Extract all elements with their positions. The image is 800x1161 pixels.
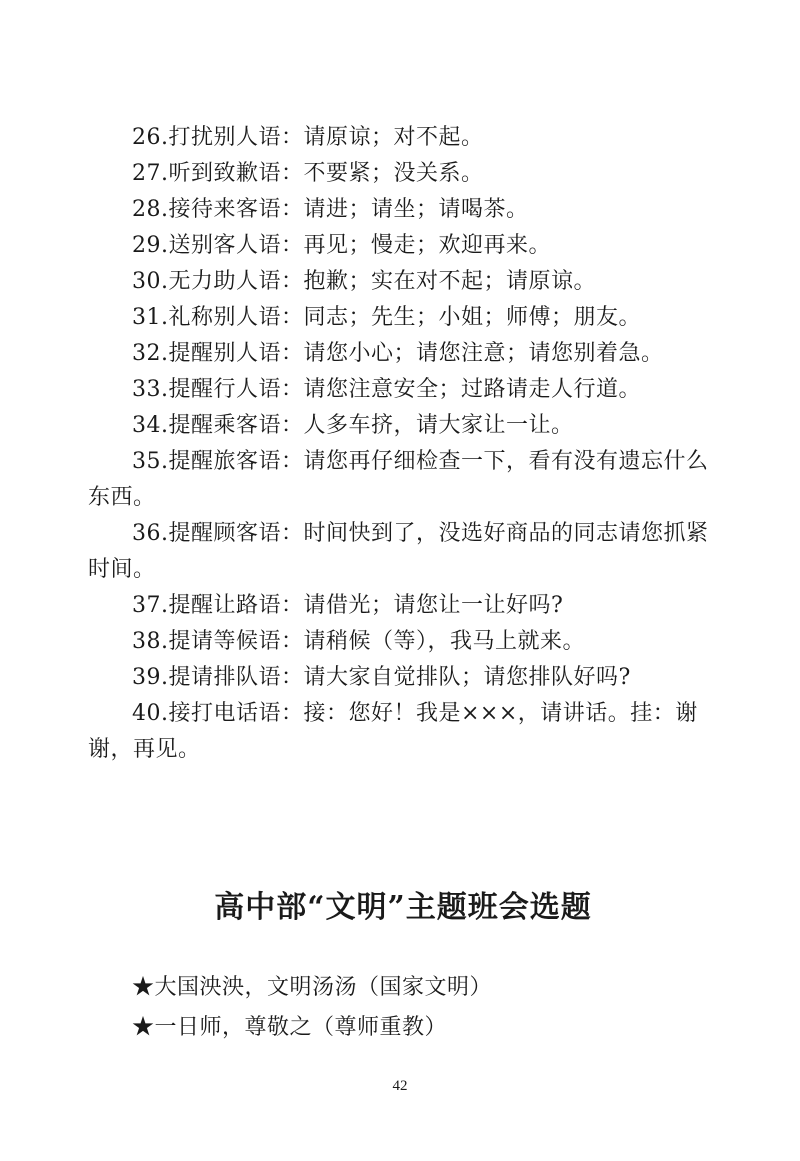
list-item: 33.提醒行人语：请您注意安全；过路请走人行道。 [132, 377, 641, 402]
list-item: 36.提醒顾客语：时间快到了，没选好商品的同志请您抓紧时间。 [88, 521, 709, 582]
topic-list [88, 968, 718, 1048]
list-item: 38.提请等候语：请稍候（等），我马上就来。 [132, 629, 585, 654]
list-item: 28.接待来客语：请进；请坐；请喝茶。 [132, 197, 529, 222]
section-title: 高中部“文明”主题班会选题 [214, 890, 592, 925]
list-item: 39.提请排队语：请大家自觉排队；请您排队好吗? [132, 665, 631, 690]
list-item: 40.接打电话语：接：您好！我是×××，请讲话。挂：谢谢，再见。 [88, 701, 698, 762]
topic-item: ★一日师，尊敬之（尊师重教） [132, 1015, 448, 1040]
list-item: 26.打扰别人语：请原谅；对不起。 [132, 125, 484, 150]
list-item: 30.无力助人语：抱歉；实在对不起；请原谅。 [132, 269, 596, 294]
list-item: 32.提醒别人语：请您小心；请您注意；请您别着急。 [132, 341, 664, 366]
list-item: 34.提醒乘客语：人多车挤，请大家让一让。 [132, 413, 574, 438]
list-item: 35.提醒旅客语：请您再仔细检查一下，看有没有遗忘什么东西。 [88, 449, 709, 510]
page-number: 42 [392, 1078, 408, 1094]
topic-item: ★大国泱泱，文明汤汤（国家文明） [132, 975, 493, 1000]
list-item: 31.礼称别人语：同志；先生；小姐；师傅；朋友。 [132, 305, 641, 330]
list-item: 27.听到致歉语：不要紧；没关系。 [132, 161, 484, 186]
page-content [88, 120, 718, 1040]
etiquette-list [88, 120, 718, 768]
list-item: 29.送别客人语：再见；慢走；欢迎再来。 [132, 233, 551, 258]
list-item: 37.提醒让路语：请借光；请您让一让好吗? [132, 593, 564, 618]
